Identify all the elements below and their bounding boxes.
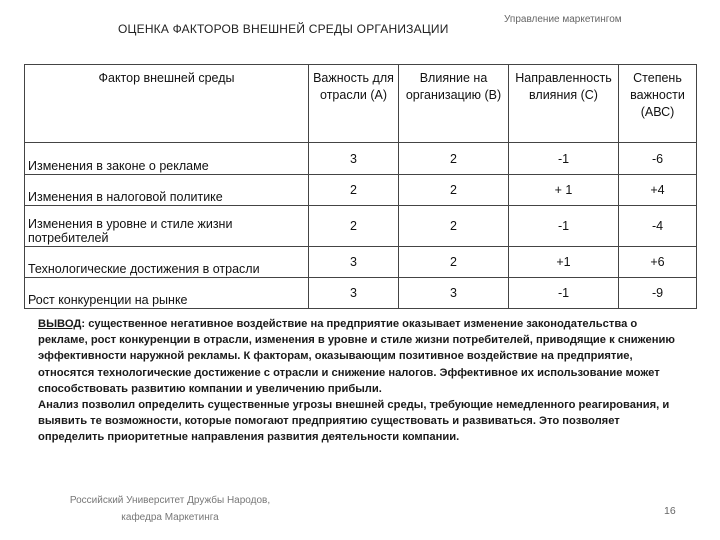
direction-cell: -1: [509, 206, 619, 247]
table-row: [25, 175, 697, 206]
degree-cell: -9: [619, 278, 697, 309]
influence-cell: 2: [399, 175, 509, 206]
importance-cell: 3: [309, 143, 399, 175]
column-header-direction: Направленность влияния (С): [509, 65, 619, 143]
direction-cell: +1: [509, 247, 619, 278]
importance-cell: 2: [309, 175, 399, 206]
degree-cell: -6: [619, 143, 697, 175]
influence-cell: 2: [399, 206, 509, 247]
slide-title: ОЦЕНКА ФАКТОРОВ ВНЕШНЕЙ СРЕДЫ ОРГАНИЗАЦИИ: [118, 22, 449, 36]
column-header-degree: Степень важности (АВС): [619, 65, 697, 143]
importance-cell: 2: [309, 206, 399, 247]
table-row: [25, 278, 697, 309]
analysis-paragraph: Анализ позволил определить существенные угрозы внешней среды, требующие немедленного реагирования, и выявить те возможности, которые помогают предприятию существовать и развиваться. Это позволяет определить приоритетные направления развития деятельности компании.: [38, 399, 670, 444]
department-label: Управление маркетингом: [504, 14, 622, 25]
column-header-influence: Влияние на организацию (В): [399, 65, 509, 143]
direction-cell: -1: [509, 278, 619, 309]
column-header-importance: Важность для отрасли (А): [309, 65, 399, 143]
factor-cell: Рост конкуренции на рынке: [25, 278, 309, 309]
importance-cell: 3: [309, 247, 399, 278]
table-header-row: [25, 65, 697, 143]
column-header-factor: Фактор внешней среды: [25, 65, 309, 143]
conclusion-label: ВЫВОД: [38, 318, 82, 330]
table-row: [25, 247, 697, 278]
direction-cell: + 1: [509, 175, 619, 206]
direction-cell: -1: [509, 143, 619, 175]
footer-university: Российский Университет Дружбы Народов, кафедра Маркетинга: [69, 495, 271, 523]
factors-table: [24, 64, 697, 309]
factor-cell: Изменения в налоговой политике: [25, 175, 309, 206]
conclusion-paragraph: [38, 316, 688, 397]
influence-cell: 2: [399, 143, 509, 175]
degree-cell: +6: [619, 247, 697, 278]
conclusion-body: : существенное негативное воздействие на предприятие оказывает изменение законодательства о рекламе, рост конкуренции в отрасли, изменения в уровне и стиле жизни потребителей, приводящие к снижению эффективности наружной рекламы. К факторам, оказывающим позитивное воздействие на предприятие, относятся технологические достижение с отрасли и снижение налогов. Эффективное их использование может способствовать развитию компании и увеличению прибыли.: [38, 318, 675, 395]
page-number: 16: [664, 505, 676, 517]
table-row: [25, 143, 697, 175]
factor-cell: Изменения в уровне и стиле жизни потребителей: [25, 206, 309, 247]
influence-cell: 2: [399, 247, 509, 278]
factor-cell: Изменения в законе о рекламе: [25, 143, 309, 175]
importance-cell: 3: [309, 278, 399, 309]
degree-cell: -4: [619, 206, 697, 247]
conclusion-text: [38, 316, 688, 446]
table-row: [25, 206, 697, 247]
factor-cell: Технологические достижения в отрасли: [25, 247, 309, 278]
influence-cell: 3: [399, 278, 509, 309]
degree-cell: +4: [619, 175, 697, 206]
